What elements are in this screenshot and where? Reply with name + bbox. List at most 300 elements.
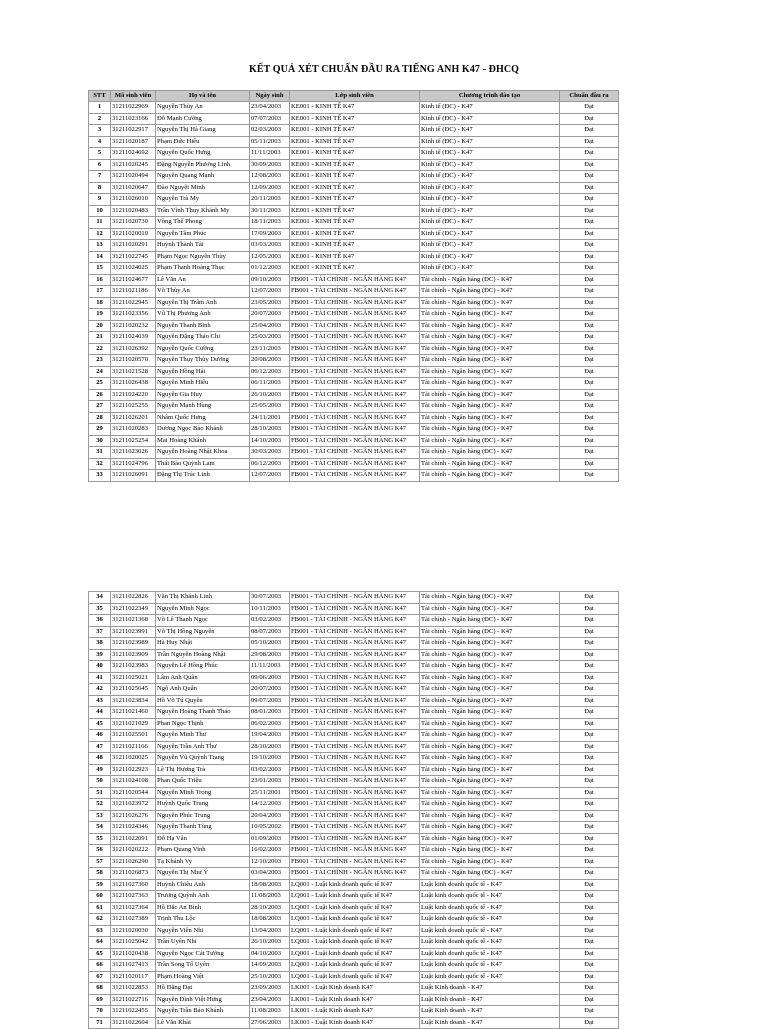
stt-cell: 53 (89, 810, 111, 822)
full-name-cell: Nguyễn Viên Nhi (156, 925, 250, 937)
student-id-cell: 31211026201 (111, 412, 156, 424)
program-cell: Tài chính - Ngân hàng (ĐC) - K47 (420, 845, 560, 857)
birth-date-cell: 30/09/2003 (250, 159, 290, 171)
program-cell: Luật Kinh doanh - K47 (420, 983, 560, 995)
table-row (89, 263, 619, 275)
student-id-cell: 31211023166 (111, 113, 156, 125)
student-id-cell: 31211021368 (111, 615, 156, 627)
outcome-cell: Đạt (560, 626, 619, 638)
table-row (89, 787, 619, 799)
outcome-cell: Đạt (560, 638, 619, 650)
full-name-cell: Nguyễn Thùy An (156, 102, 250, 114)
birth-date-cell: 25/03/2003 (250, 332, 290, 344)
program-cell: Tài chính - Ngân hàng (ĐC) - K47 (420, 684, 560, 696)
program-cell: Kinh tế (ĐC) - K47 (420, 217, 560, 229)
stt-cell: 34 (89, 592, 111, 604)
program-cell: Luật kinh doanh quốc tế - K47 (420, 971, 560, 983)
student-id-cell: 31211020438 (111, 948, 156, 960)
table-row (89, 182, 619, 194)
birth-date-cell: 14/09/2003 (250, 960, 290, 972)
table-row (89, 136, 619, 148)
full-name-cell: Nguyễn Thanh Bình (156, 320, 250, 332)
outcome-cell: Đạt (560, 799, 619, 811)
outcome-cell: Đạt (560, 378, 619, 390)
full-name-cell: Nguyễn Hoàng Thanh Thảo (156, 707, 250, 719)
table-row (89, 948, 619, 960)
class-cell: KE001 - KINH TẾ K47 (290, 159, 420, 171)
outcome-cell: Đạt (560, 994, 619, 1006)
class-cell: LK001 - Luật Kinh doanh K47 (290, 1017, 420, 1029)
outcome-cell: Đạt (560, 845, 619, 857)
student-id-cell: 31211023983 (111, 661, 156, 673)
stt-cell: 36 (89, 615, 111, 627)
stt-cell: 37 (89, 626, 111, 638)
outcome-cell: Đạt (560, 891, 619, 903)
student-id-cell: 31211020010 (111, 228, 156, 240)
program-cell: Tài chính - Ngân hàng (ĐC) - K47 (420, 730, 560, 742)
table-row (89, 1017, 619, 1029)
stt-cell: 55 (89, 833, 111, 845)
outcome-cell: Đạt (560, 320, 619, 332)
full-name-cell: Phạm Hoàng Việt (156, 971, 250, 983)
birth-date-cell: 25/05/2003 (250, 401, 290, 413)
program-cell: Luật kinh doanh quốc tế - K47 (420, 902, 560, 914)
student-id-cell: 31211024108 (111, 776, 156, 788)
outcome-cell: Đạt (560, 868, 619, 880)
student-id-cell: 31211022455 (111, 1006, 156, 1018)
outcome-cell: Đạt (560, 309, 619, 321)
full-name-cell: Hồ Đắc An Bình (156, 902, 250, 914)
student-id-cell: 31211025501 (111, 730, 156, 742)
class-cell: LQ001 - Luật kinh doanh quốc tế K47 (290, 948, 420, 960)
stt-cell: 29 (89, 424, 111, 436)
stt-cell: 32 (89, 458, 111, 470)
outcome-cell: Đạt (560, 401, 619, 413)
student-id-cell: 31211024677 (111, 274, 156, 286)
program-cell: Kinh tế (ĐC) - K47 (420, 136, 560, 148)
class-cell: LK001 - Luật Kinh doanh K47 (290, 1006, 420, 1018)
table-row (89, 960, 619, 972)
full-name-cell: Vũ Thị Phương Anh (156, 309, 250, 321)
full-name-cell: Đặng Nguyễn Phương Linh (156, 159, 250, 171)
outcome-cell: Đạt (560, 787, 619, 799)
full-name-cell: Nguyễn Thị Hà Giang (156, 125, 250, 137)
student-id-cell: 31211024346 (111, 822, 156, 834)
stt-cell: 28 (89, 412, 111, 424)
program-cell: Tài chính - Ngân hàng (ĐC) - K47 (420, 718, 560, 730)
class-cell: FB001 - TÀI CHÍNH - NGÂN HÀNG K47 (290, 274, 420, 286)
stt-cell: 42 (89, 684, 111, 696)
birth-date-cell: 06/11/2003 (250, 378, 290, 390)
outcome-cell: Đạt (560, 171, 619, 183)
outcome-cell: Đạt (560, 355, 619, 367)
student-id-cell: 31211023834 (111, 695, 156, 707)
outcome-cell: Đạt (560, 263, 619, 275)
student-id-cell: 31211021166 (111, 741, 156, 753)
birth-date-cell: 03/02/2003 (250, 615, 290, 627)
full-name-cell: Phạm Ngọc Nguyên Thùy (156, 251, 250, 263)
program-cell: Kinh tế (ĐC) - K47 (420, 205, 560, 217)
outcome-cell: Đạt (560, 240, 619, 252)
birth-date-cell: 30/07/2003 (250, 592, 290, 604)
class-cell: FB001 - TÀI CHÍNH - NGÂN HÀNG K47 (290, 822, 420, 834)
full-name-cell: Hồ Võ Tú Quyên (156, 695, 250, 707)
table-row (89, 649, 619, 661)
birth-date-cell: 30/11/2003 (250, 205, 290, 217)
table-body-part-1 (89, 102, 619, 482)
stt-cell: 65 (89, 948, 111, 960)
student-id-cell: 31211022716 (111, 994, 156, 1006)
outcome-cell: Đạt (560, 971, 619, 983)
birth-date-cell: 14/12/2003 (250, 799, 290, 811)
class-cell: FB001 - TÀI CHÍNH - NGÂN HÀNG K47 (290, 833, 420, 845)
program-cell: Tài chính - Ngân hàng (ĐC) - K47 (420, 822, 560, 834)
table-row (89, 764, 619, 776)
birth-date-cell: 06/12/2003 (250, 458, 290, 470)
birth-date-cell: 23/04/2003 (250, 102, 290, 114)
full-name-cell: Huỳnh Thành Tài (156, 240, 250, 252)
stt-cell: 4 (89, 136, 111, 148)
student-id-cell: 31211025042 (111, 937, 156, 949)
full-name-cell: Nguyễn Đặng Thảo Chi (156, 332, 250, 344)
student-id-cell: 31211020025 (111, 753, 156, 765)
outcome-cell: Đạt (560, 615, 619, 627)
class-cell: FB001 - TÀI CHÍNH - NGÂN HÀNG K47 (290, 424, 420, 436)
student-id-cell: 31211026290 (111, 856, 156, 868)
class-cell: KE001 - KINH TẾ K47 (290, 205, 420, 217)
full-name-cell: Ngô Anh Quân (156, 684, 250, 696)
stt-cell: 22 (89, 343, 111, 355)
outcome-cell: Đạt (560, 776, 619, 788)
class-cell: LQ001 - Luật kinh doanh quốc tế K47 (290, 937, 420, 949)
birth-date-cell: 12/07/2003 (250, 286, 290, 298)
stt-cell: 43 (89, 695, 111, 707)
program-cell: Tài chính - Ngân hàng (ĐC) - K47 (420, 707, 560, 719)
outcome-cell: Đạt (560, 1017, 619, 1029)
full-name-cell: Phạm Thanh Hoàng Thục (156, 263, 250, 275)
birth-date-cell: 16/02/2003 (250, 845, 290, 857)
outcome-cell: Đạt (560, 914, 619, 926)
stt-cell: 25 (89, 378, 111, 390)
student-id-cell: 31211022604 (111, 1017, 156, 1029)
stt-cell: 49 (89, 764, 111, 776)
birth-date-cell: 03/04/2003 (250, 868, 290, 880)
table-row (89, 730, 619, 742)
outcome-cell: Đạt (560, 879, 619, 891)
class-cell: FB001 - TÀI CHÍNH - NGÂN HÀNG K47 (290, 845, 420, 857)
class-cell: FB001 - TÀI CHÍNH - NGÂN HÀNG K47 (290, 649, 420, 661)
student-id-cell: 31211020245 (111, 159, 156, 171)
stt-cell: 54 (89, 822, 111, 834)
stt-cell: 21 (89, 332, 111, 344)
class-cell: FB001 - TÀI CHÍNH - NGÂN HÀNG K47 (290, 799, 420, 811)
class-cell: FB001 - TÀI CHÍNH - NGÂN HÀNG K47 (290, 684, 420, 696)
outcome-cell: Đạt (560, 764, 619, 776)
class-cell: KE001 - KINH TẾ K47 (290, 194, 420, 206)
student-id-cell: 31211027360 (111, 879, 156, 891)
full-name-cell: Võ Thùy An (156, 286, 250, 298)
outcome-cell: Đạt (560, 707, 619, 719)
outcome-cell: Đạt (560, 730, 619, 742)
results-table-part-1 (88, 90, 619, 482)
class-cell: FB001 - TÀI CHÍNH - NGÂN HÀNG K47 (290, 776, 420, 788)
stt-cell: 51 (89, 787, 111, 799)
class-cell: FB001 - TÀI CHÍNH - NGÂN HÀNG K47 (290, 592, 420, 604)
stt-cell: 46 (89, 730, 111, 742)
class-cell: FB001 - TÀI CHÍNH - NGÂN HÀNG K47 (290, 615, 420, 627)
class-cell: FB001 - TÀI CHÍNH - NGÂN HÀNG K47 (290, 695, 420, 707)
birth-date-cell: 11/08/2003 (250, 1006, 290, 1018)
full-name-cell: Đào Nguyệt Minh (156, 182, 250, 194)
full-name-cell: Phan Ngọc Thịnh (156, 718, 250, 730)
outcome-cell: Đạt (560, 159, 619, 171)
birth-date-cell: 06/02/2003 (250, 718, 290, 730)
birth-date-cell: 19/04/2003 (250, 730, 290, 742)
student-id-cell: 31211022853 (111, 983, 156, 995)
table-row (89, 332, 619, 344)
table-row (89, 833, 619, 845)
stt-cell: 12 (89, 228, 111, 240)
outcome-cell: Đạt (560, 424, 619, 436)
stt-cell: 24 (89, 366, 111, 378)
birth-date-cell: 28/10/2003 (250, 424, 290, 436)
outcome-cell: Đạt (560, 753, 619, 765)
birth-date-cell: 11/11/2003 (250, 148, 290, 160)
program-cell: Tài chính - Ngân hàng (ĐC) - K47 (420, 286, 560, 298)
stt-cell: 67 (89, 971, 111, 983)
table-row (89, 672, 619, 684)
student-id-cell: 31211022826 (111, 592, 156, 604)
birth-date-cell: 23/01/2003 (250, 776, 290, 788)
birth-date-cell: 09/06/2003 (250, 672, 290, 684)
full-name-cell: Nguyễn Mạnh Hùng (156, 401, 250, 413)
stt-cell: 63 (89, 925, 111, 937)
table-row (89, 343, 619, 355)
birth-date-cell: 26/10/2003 (250, 389, 290, 401)
table-row (89, 626, 619, 638)
full-name-cell: Đỗ Hạ Vân (156, 833, 250, 845)
class-cell: FB001 - TÀI CHÍNH - NGÂN HÀNG K47 (290, 753, 420, 765)
birth-date-cell: 20/11/2003 (250, 194, 290, 206)
page-title: KẾT QUẢ XÉT CHUẨN ĐẦU RA TIẾNG ANH K47 - ĐHCQ (248, 64, 520, 75)
stt-cell: 5 (89, 148, 111, 160)
full-name-cell: Huỳnh Chiêu Anh (156, 879, 250, 891)
class-cell: KE001 - KINH TẾ K47 (290, 148, 420, 160)
stt-cell: 10 (89, 205, 111, 217)
full-name-cell: Trần Song Tố Uyên (156, 960, 250, 972)
student-id-cell: 31211025021 (111, 672, 156, 684)
outcome-cell: Đạt (560, 182, 619, 194)
full-name-cell: Đặng Thị Trúc Linh (156, 470, 250, 482)
student-id-cell: 31211020730 (111, 217, 156, 229)
outcome-cell: Đạt (560, 672, 619, 684)
student-id-cell: 31211020291 (111, 240, 156, 252)
class-cell: FB001 - TÀI CHÍNH - NGÂN HÀNG K47 (290, 401, 420, 413)
birth-date-cell: 01/09/2003 (250, 833, 290, 845)
birth-date-cell: 10/05/2002 (250, 822, 290, 834)
table-row (89, 366, 619, 378)
class-cell: LQ001 - Luật kinh doanh quốc tế K47 (290, 914, 420, 926)
table-row (89, 902, 619, 914)
outcome-cell: Đạt (560, 1006, 619, 1018)
table-row (89, 320, 619, 332)
stt-cell: 52 (89, 799, 111, 811)
full-name-cell: Trần Vĩnh Thụy Khánh My (156, 205, 250, 217)
program-cell: Luật kinh doanh quốc tế - K47 (420, 960, 560, 972)
table-row (89, 148, 619, 160)
table-row (89, 753, 619, 765)
stt-cell: 44 (89, 707, 111, 719)
header-outcome: Chuẩn đầu ra (560, 91, 619, 102)
class-cell: FB001 - TÀI CHÍNH - NGÂN HÀNG K47 (290, 470, 420, 482)
full-name-cell: Văn Thị Khánh Linh (156, 592, 250, 604)
table-row (89, 983, 619, 995)
student-id-cell: 31211026276 (111, 810, 156, 822)
program-cell: Luật kinh doanh quốc tế - K47 (420, 937, 560, 949)
class-cell: KE001 - KINH TẾ K47 (290, 113, 420, 125)
full-name-cell: Võ Lê Thanh Ngọc (156, 615, 250, 627)
program-cell: Kinh tế (ĐC) - K47 (420, 159, 560, 171)
class-cell: FB001 - TÀI CHÍNH - NGÂN HÀNG K47 (290, 297, 420, 309)
outcome-cell: Đạt (560, 684, 619, 696)
program-cell: Kinh tế (ĐC) - K47 (420, 251, 560, 263)
birth-date-cell: 02/03/2003 (250, 125, 290, 137)
table-row (89, 661, 619, 673)
outcome-cell: Đạt (560, 718, 619, 730)
birth-date-cell: 04/10/2003 (250, 948, 290, 960)
birth-date-cell: 17/09/2003 (250, 228, 290, 240)
class-cell: FB001 - TÀI CHÍNH - NGÂN HÀNG K47 (290, 730, 420, 742)
full-name-cell: Nhâm Quốc Hưng (156, 412, 250, 424)
stt-cell: 71 (89, 1017, 111, 1029)
student-id-cell: 31211023026 (111, 447, 156, 459)
program-cell: Tài chính - Ngân hàng (ĐC) - K47 (420, 274, 560, 286)
full-name-cell: Trần Uyên Nhi (156, 937, 250, 949)
class-cell: FB001 - TÀI CHÍNH - NGÂN HÀNG K47 (290, 355, 420, 367)
class-cell: FB001 - TÀI CHÍNH - NGÂN HÀNG K47 (290, 810, 420, 822)
program-cell: Kinh tế (ĐC) - K47 (420, 113, 560, 125)
student-id-cell: 31211023356 (111, 309, 156, 321)
student-id-cell: 31211021029 (111, 718, 156, 730)
program-cell: Tài chính - Ngân hàng (ĐC) - K47 (420, 470, 560, 482)
outcome-cell: Đạt (560, 925, 619, 937)
stt-cell: 3 (89, 125, 111, 137)
outcome-cell: Đạt (560, 136, 619, 148)
student-id-cell: 31211020283 (111, 424, 156, 436)
outcome-cell: Đạt (560, 822, 619, 834)
class-cell: LK001 - Luật Kinh doanh K47 (290, 983, 420, 995)
program-cell: Tài chính - Ngân hàng (ĐC) - K47 (420, 412, 560, 424)
student-id-cell: 31211027363 (111, 891, 156, 903)
table-row (89, 205, 619, 217)
student-id-cell: 31211020647 (111, 182, 156, 194)
full-name-cell: Nguyễn Trần Bảo Khánh (156, 1006, 250, 1018)
class-cell: FB001 - TÀI CHÍNH - NGÂN HÀNG K47 (290, 856, 420, 868)
table-row (89, 412, 619, 424)
full-name-cell: Nguyễn Phúc Trung (156, 810, 250, 822)
table-row (89, 856, 619, 868)
table-row (89, 615, 619, 627)
full-name-cell: Lê Văn Khải (156, 1017, 250, 1029)
outcome-cell: Đạt (560, 366, 619, 378)
table-row (89, 718, 619, 730)
full-name-cell: Mai Hoàng Khánh (156, 435, 250, 447)
outcome-cell: Đạt (560, 937, 619, 949)
outcome-cell: Đạt (560, 695, 619, 707)
student-id-cell: 31211021460 (111, 707, 156, 719)
class-cell: FB001 - TÀI CHÍNH - NGÂN HÀNG K47 (290, 603, 420, 615)
table-row (89, 389, 619, 401)
birth-date-cell: 20/04/2003 (250, 810, 290, 822)
stt-cell: 2 (89, 113, 111, 125)
class-cell: FB001 - TÀI CHÍNH - NGÂN HÀNG K47 (290, 868, 420, 880)
table-row (89, 378, 619, 390)
class-cell: KE001 - KINH TẾ K47 (290, 102, 420, 114)
student-id-cell: 31211027364 (111, 902, 156, 914)
birth-date-cell: 12/05/2003 (250, 251, 290, 263)
program-cell: Luật Kinh doanh - K47 (420, 994, 560, 1006)
class-cell: FB001 - TÀI CHÍNH - NGÂN HÀNG K47 (290, 458, 420, 470)
outcome-cell: Đạt (560, 102, 619, 114)
outcome-cell: Đạt (560, 948, 619, 960)
table-row (89, 994, 619, 1006)
student-id-cell: 31211022969 (111, 102, 156, 114)
program-cell: Tài chính - Ngân hàng (ĐC) - K47 (420, 603, 560, 615)
full-name-cell: Vòng Thế Phong (156, 217, 250, 229)
program-cell: Tài chính - Ngân hàng (ĐC) - K47 (420, 615, 560, 627)
program-cell: Tài chính - Ngân hàng (ĐC) - K47 (420, 787, 560, 799)
full-name-cell: Tạ Khánh Vy (156, 856, 250, 868)
full-name-cell: Nguyễn Vũ Quỳnh Trang (156, 753, 250, 765)
table-row (89, 171, 619, 183)
birth-date-cell: 25/11/2001 (250, 787, 290, 799)
outcome-cell: Đạt (560, 833, 619, 845)
full-name-cell: Võ Thị Hồng Nguyên (156, 626, 250, 638)
table-row (89, 925, 619, 937)
student-id-cell: 31211022745 (111, 251, 156, 263)
program-cell: Kinh tế (ĐC) - K47 (420, 194, 560, 206)
table-row (89, 470, 619, 482)
stt-cell: 17 (89, 286, 111, 298)
stt-cell: 14 (89, 251, 111, 263)
birth-date-cell: 03/03/2003 (250, 240, 290, 252)
table-row (89, 217, 619, 229)
stt-cell: 16 (89, 274, 111, 286)
program-cell: Tài chính - Ngân hàng (ĐC) - K47 (420, 856, 560, 868)
outcome-cell: Đạt (560, 592, 619, 604)
full-name-cell: Phạm Quang Vinh (156, 845, 250, 857)
student-id-cell: 31211026392 (111, 343, 156, 355)
stt-cell: 7 (89, 171, 111, 183)
student-id-cell: 31211026438 (111, 378, 156, 390)
table-row (89, 684, 619, 696)
student-id-cell: 31211025255 (111, 401, 156, 413)
stt-cell: 33 (89, 470, 111, 482)
stt-cell: 9 (89, 194, 111, 206)
stt-cell: 23 (89, 355, 111, 367)
table-row (89, 458, 619, 470)
stt-cell: 31 (89, 447, 111, 459)
table-row (89, 707, 619, 719)
program-cell: Tài chính - Ngân hàng (ĐC) - K47 (420, 753, 560, 765)
class-cell: FB001 - TÀI CHÍNH - NGÂN HÀNG K47 (290, 378, 420, 390)
birth-date-cell: 23/05/2003 (250, 297, 290, 309)
program-cell: Luật Kinh doanh - K47 (420, 1017, 560, 1029)
full-name-cell: Nguyễn Minh Thư (156, 730, 250, 742)
birth-date-cell: 24/11/2001 (250, 412, 290, 424)
program-cell: Luật kinh doanh quốc tế - K47 (420, 948, 560, 960)
outcome-cell: Đạt (560, 286, 619, 298)
